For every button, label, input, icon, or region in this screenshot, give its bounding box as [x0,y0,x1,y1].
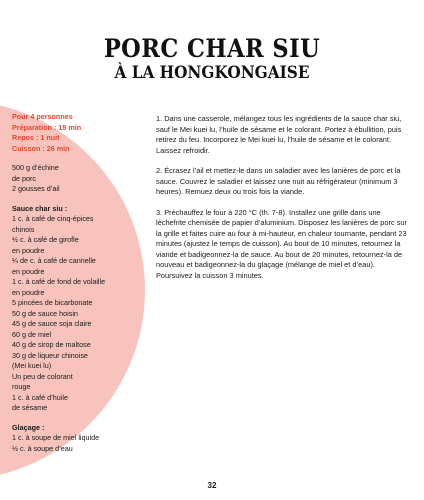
step-2: 2. Écrasez l’ail et mettez-le dans un saladier avec les lanières de porc et la sauce. Couvrez le saladier et laissez une nuit au réfrigérateur (minimum 3 heures). Remuez deux ou trois fois la viande. [156,166,401,196]
ingredient-line: rouge [12,382,31,391]
instructions-column [156,114,408,291]
ingredient-line: 40 g de sirop de maltose [12,340,91,349]
ingredient-line: 30 g de liqueur chinoise [12,350,88,360]
servings: Pour 4 personnes [12,112,73,121]
ingredient-line: ½ c. à café de girofle [12,235,79,244]
prep-time: Préparation : 15 min [12,122,82,132]
step-3: 3. Préchauffez le four à 220 °C (th. 7-8). Installez une grille dans une lèchefrite chemisée de papier d’aluminium. Disposez les lanières de porc sur la grille et faites cuire au four à mi-hauteur, en chaleur tournante, pendant 23 minutes (ajustez le temps de cuisson). Au bout de 10 minutes, retournez la viande et badigeonnez-la de sauce. Au bout de 20 minutes, retournez-la de nouveau et badigeonnez-la du glaçage (mélange de miel et d’eau). Poursuivez la cuisson 3 minutes. [156,207,407,280]
page-number: 32 [207,481,217,490]
ingredient-line: 1 c. à soupe de miel liquide [12,433,100,442]
ingredient-line: 500 g d’échine [12,163,59,172]
glaze-title: Glaçage : [12,422,45,432]
ingredient-line: 2 gousses d’ail [12,184,60,193]
ingredient-line: 50 g de sauce hoisin [12,308,78,318]
glaze-ingredients [12,433,152,454]
recipe-meta [12,112,152,154]
ingredient-line: en poudre [12,287,45,297]
recipe-subtitle: À LA HONGKONGAISE [114,63,310,83]
rest-time: Repos : 1 nuit [12,133,60,142]
ingredient-line: Un peu de colorant [12,371,73,381]
ingredient-line: de sésame [12,403,48,412]
ingredient-line: 5 pincées de bicarbonate [12,298,93,307]
ingredient-line: (Mei kuei lu) [12,361,52,370]
cook-time: Cuisson : 26 min [12,143,70,153]
main-ingredients [12,163,152,195]
ingredient-line: 1 c. à café de fond de volaille [12,277,106,286]
sauce-title: Sauce char siu : [12,203,68,213]
ingredient-line: 1 c. à café d’huile [12,392,68,402]
ingredient-line: en poudre [12,266,45,276]
ingredient-line: ½ c. à soupe d’eau [12,443,73,453]
ingredient-line: 45 g de sauce soja claire [12,319,92,328]
ingredient-line: en poudre [12,245,45,255]
ingredient-line: chinois [12,224,35,234]
ingredient-line: de porc [12,173,36,183]
step-1: 1. Dans une casserole, mélangez tous les ingrédients de la sauce char siu, sauf le Mei kuei lu, l’huile de sésame et le colorant. Portez à ébullition, puis retirez du feu. Incorporez le Mei kuei lu, l’huile de sésame et le colorant. Laissez refroidir. [156,114,402,155]
ingredients-column [12,112,152,454]
ingredient-line: 60 g de miel [12,329,52,339]
recipe-title: PORC CHAR SIU [103,34,321,63]
ingredient-line: 1 c. à café de cinq-épices [12,214,94,223]
ingredient-line: ¼ de c. à café de cannelle [12,256,96,265]
sauce-ingredients [12,214,152,414]
